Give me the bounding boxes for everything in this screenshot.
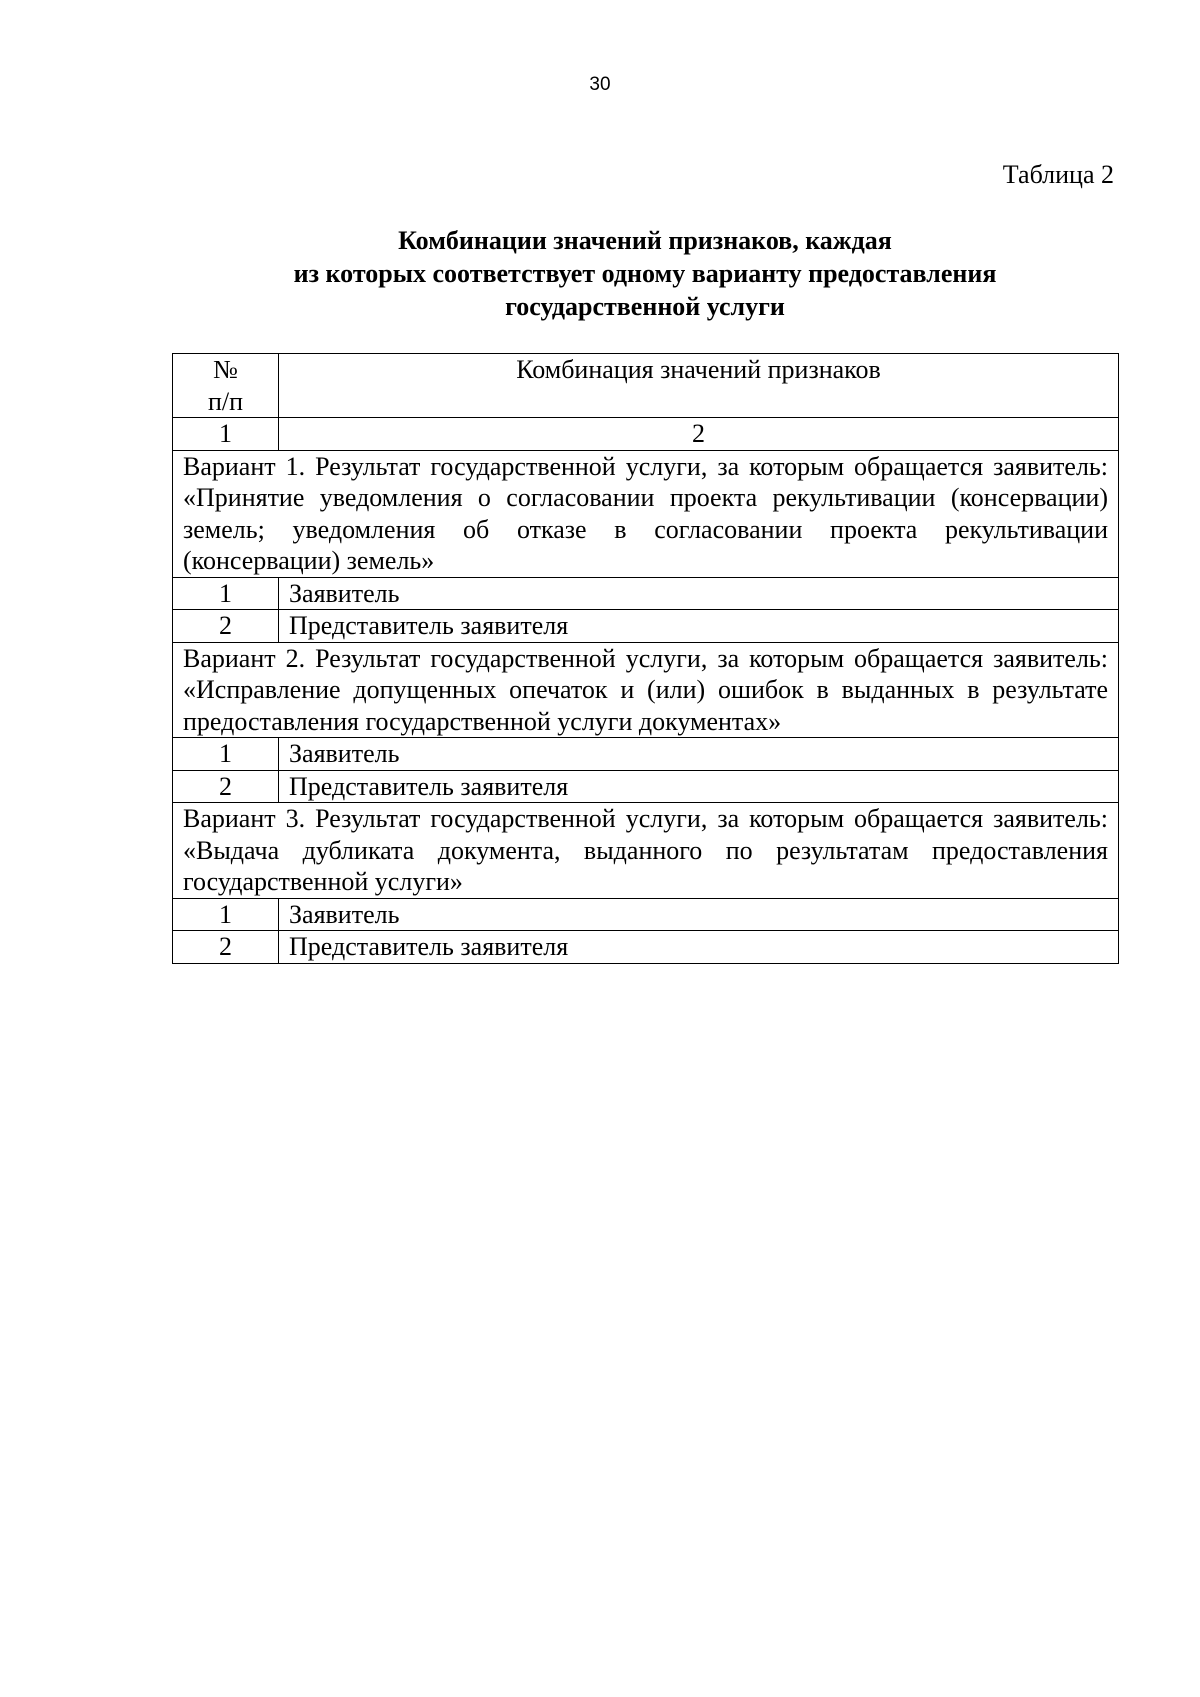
row-number: 2	[173, 610, 279, 643]
table-label: Таблица 2	[1002, 160, 1114, 189]
title-line-2: из которых соответствует одному варианту предоставления	[293, 259, 997, 288]
row-value: Заявитель	[279, 577, 1119, 610]
variant-row	[173, 450, 1119, 577]
header-number-abbr: п/п	[207, 386, 244, 416]
table-row	[173, 577, 1119, 610]
row-value: Представитель заявителя	[279, 610, 1119, 643]
title-line-1: Комбинации значений признаков, каждая	[398, 226, 892, 255]
variant-2-text: Вариант 2. Результат государственной услуги, за которым обращается заявитель: «Исправление допущенных опечаток и (или) ошибок в выданных в результате предоставления государственной услуги документах»	[173, 642, 1119, 738]
row-value: Заявитель	[279, 898, 1119, 931]
row-value: Заявитель	[279, 738, 1119, 771]
document-title	[172, 224, 1118, 323]
index-cell-1: 1	[173, 418, 279, 451]
variant-row	[173, 642, 1119, 738]
title-line-3: государственной услуги	[505, 292, 785, 321]
table-row	[173, 931, 1119, 964]
table-row	[173, 738, 1119, 771]
page-number: 30	[589, 74, 611, 95]
combinations-table	[172, 353, 1119, 964]
row-number: 2	[173, 770, 279, 803]
variant-3-text: Вариант 3. Результат государственной услуги, за которым обращается заявитель: «Выдача дубликата документа, выданного по результатам предоставления государственной услуги»	[173, 803, 1119, 899]
row-number: 1	[173, 898, 279, 931]
row-value: Представитель заявителя	[279, 931, 1119, 964]
table-index-row	[173, 418, 1119, 451]
table-header-row	[173, 354, 1119, 418]
row-number: 2	[173, 931, 279, 964]
variant-row	[173, 803, 1119, 899]
row-number: 1	[173, 577, 279, 610]
variant-1-text: Вариант 1. Результат государственной услуги, за которым обращается заявитель: «Принятие уведомления о согласовании проекта рекультивации (консервации) земель; уведомления об отказе в согласовании проекта рекультивации (консервации) земель»	[173, 450, 1119, 577]
header-combination-cell: Комбинация значений признаков	[279, 354, 1119, 418]
table-row	[173, 610, 1119, 643]
index-cell-2: 2	[279, 418, 1119, 451]
table-row	[173, 898, 1119, 931]
row-number: 1	[173, 738, 279, 771]
header-number-cell	[173, 354, 279, 418]
row-value: Представитель заявителя	[279, 770, 1119, 803]
table-row	[173, 770, 1119, 803]
header-number-sign: №	[213, 355, 238, 384]
